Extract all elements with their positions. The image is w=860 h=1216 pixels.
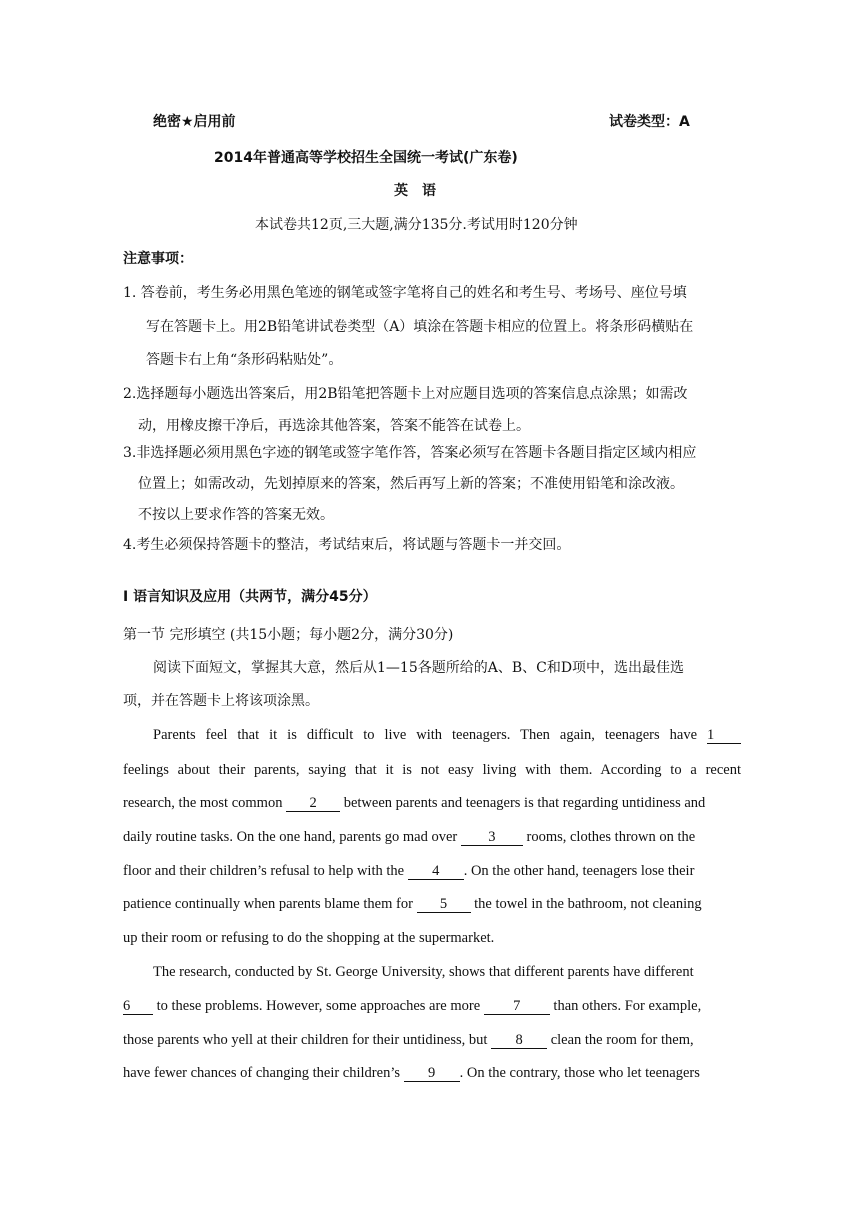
instruction-line: 项，并在答题卡上将该项涂黑。 [123,693,319,709]
notice-line: 位置上；如需改动，先划掉原来的答案，然后再写上新的答案；不准使用铅笔和涂改液。 [138,476,684,492]
section-title: I 语言知识及应用（共两节，满分45分） [123,589,377,605]
blank-1: 1 [707,727,741,744]
notice-line: 动，用橡皮擦干净后，再选涂其他答案，答案不能答在试卷上。 [138,418,530,434]
notice-line: 1. 答卷前，考生务必用黑色笔迹的钢笔或签字笔将自己的姓名和考生号、考场号、座位号填 [123,285,687,301]
passage-line: have fewer chances of changing their children’s 9 . On the contrary, those who let teenagers [123,1065,700,1081]
notice-line: 4.考生必须保持答题卡的整洁，考试结束后，将试题与答题卡一并交回。 [123,537,571,553]
subject-title: 英 语 [394,183,436,199]
passage-line: Parents feel that it is difficult to live with teenagers. Then again, teenagers have 1 [153,725,741,745]
part-title: 第一节 完形填空 (共15小题；每小题2分，满分30分) [123,627,454,643]
notice-heading: 注意事项： [123,251,193,267]
confidential-label: 绝密★启用前 [153,114,236,130]
passage-line: research, the most common 2 between parents and teenagers is that regarding untidiness and [123,795,706,811]
passage-line: floor and their children’s refusal to help with the 4 . On the other hand, teenagers lose their [123,863,695,879]
instruction-line: 阅读下面短文，掌握其大意，然后从1—15各题所给的A、B、C和D项中，选出最佳选 [153,660,685,676]
blank-9: 9 [404,1065,460,1082]
exam-title: 2014年普通高等学校招生全国统一考试(广东卷) [214,150,518,166]
notice-line: 3.非选择题必须用黑色字迹的钢笔或签字笔作答，答案必须写在答题卡各题目指定区域内相应 [123,445,697,461]
blank-5: 5 [417,896,471,913]
notice-line: 答题卡右上角“条形码粘贴处”。 [146,352,343,368]
blank-4: 4 [408,863,464,880]
passage-line: feelings about their parents, saying that it is not easy living with them. According to a recent [123,762,741,778]
blank-8: 8 [491,1032,547,1049]
exam-info: 本试卷共12页,三大题,满分135分.考试用时120分钟 [255,217,578,233]
notice-line: 2.选择题每小题选出答案后，用2B铅笔把答题卡上对应题目选项的答案信息点涂黑；如需改 [123,386,688,402]
notice-line: 不按以上要求作答的答案无效。 [138,507,334,523]
blank-3: 3 [461,829,523,846]
passage-line: 6 to these problems. However, some approaches are more 7 than others. For example, [123,998,702,1014]
notice-line: 写在答题卡上。用2B铅笔讲试卷类型（A）填涂在答题卡相应的位置上。将条形码横贴在 [146,319,694,335]
blank-2: 2 [286,795,340,812]
passage-line: those parents who yell at their children for their untidiness, but 8 clean the room for them, [123,1032,694,1048]
passage-line: daily routine tasks. On the one hand, parents go mad over 3 rooms, clothes thrown on the [123,829,696,845]
passage-line: The research, conducted by St. George University, shows that different parents have different [153,964,694,980]
paper-type-label: 试卷类型：A [609,114,690,130]
passage-line: patience continually when parents blame them for 5 the towel in the bathroom, not cleaning [123,896,702,912]
blank-6: 6 [123,998,153,1015]
blank-7: 7 [484,998,550,1015]
passage-line: up their room or refusing to do the shopping at the supermarket. [123,930,495,946]
